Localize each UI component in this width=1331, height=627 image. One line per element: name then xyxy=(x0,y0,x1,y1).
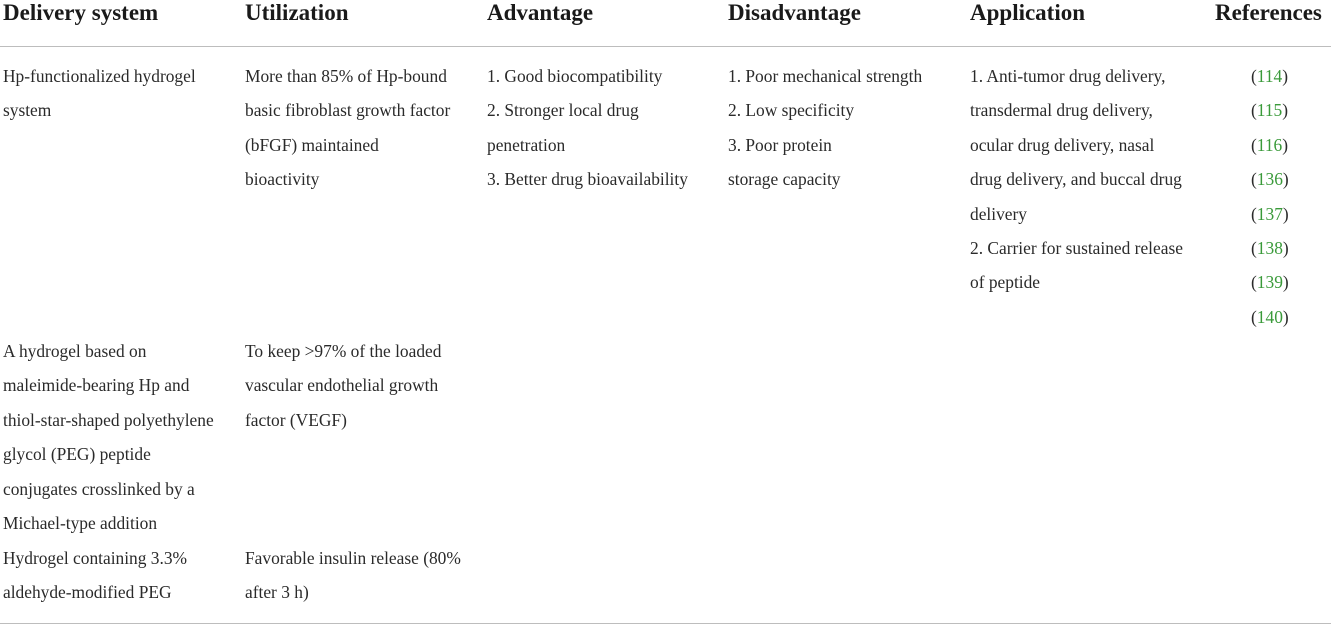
bottom-rule xyxy=(0,623,1331,624)
reference-link[interactable]: (138) xyxy=(1251,237,1289,258)
reference-link[interactable]: (139) xyxy=(1251,272,1289,293)
cell-line: glycol (PEG) peptide xyxy=(3,444,151,465)
header-utilization: Utilization xyxy=(245,0,349,25)
reference-link[interactable]: (115) xyxy=(1251,100,1289,121)
cell-line: basic fibroblast growth factor xyxy=(245,100,451,121)
cell-line: 1. Poor mechanical strength xyxy=(728,66,923,86)
row1-utilization xyxy=(245,59,450,197)
cell-line: More than 85% of Hp-bound xyxy=(245,66,447,86)
cell-line: (bFGF) maintained xyxy=(245,134,379,155)
cell-line: conjugates crosslinked by a xyxy=(3,478,195,499)
row1-references xyxy=(1251,59,1289,334)
reference-number[interactable]: 137 xyxy=(1256,203,1283,224)
reference-number[interactable]: 140 xyxy=(1256,306,1283,327)
cell-line: penetration xyxy=(487,134,566,155)
cell-line: maleimide-bearing Hp and xyxy=(3,375,190,396)
cell-line: To keep >97% of the loaded xyxy=(245,341,442,361)
cell-line: vascular endothelial growth xyxy=(245,375,439,396)
cell-line: storage capacity xyxy=(728,169,841,190)
reference-number[interactable]: 115 xyxy=(1256,100,1283,121)
cell-line: bioactivity xyxy=(245,169,320,190)
cell-line: A hydrogel based on xyxy=(3,341,147,361)
reference-number[interactable]: 136 xyxy=(1256,169,1283,190)
cell-line: 2. Stronger local drug xyxy=(487,100,639,121)
cell-line: 3. Better drug bioavailability xyxy=(487,169,688,190)
cell-line: 2. Low specificity xyxy=(728,100,855,121)
reference-link[interactable]: (137) xyxy=(1251,203,1289,224)
cell-line: drug delivery, and buccal drug xyxy=(970,169,1182,190)
header-advantage: Advantage xyxy=(487,0,594,25)
cell-line: ocular drug delivery, nasal xyxy=(970,134,1155,155)
reference-number[interactable]: 114 xyxy=(1256,66,1283,86)
reference-link[interactable]: (140) xyxy=(1251,306,1289,327)
reference-number[interactable]: 139 xyxy=(1256,272,1283,293)
row1-delivery-system xyxy=(3,59,196,128)
cell-line: transdermal drug delivery, xyxy=(970,100,1153,121)
cell-line: of peptide xyxy=(970,272,1041,293)
header-rule xyxy=(0,46,1331,47)
cell-line: 3. Poor protein xyxy=(728,134,832,155)
cell-line: Hydrogel containing 3.3% xyxy=(3,548,188,568)
cell-line: system xyxy=(3,100,52,121)
cell-line: aldehyde-modified PEG xyxy=(3,582,172,603)
reference-number[interactable]: 116 xyxy=(1256,134,1283,155)
reference-link[interactable]: (114) xyxy=(1251,66,1289,86)
cell-line: 1. Good biocompatibility xyxy=(487,66,663,86)
row3-delivery-system xyxy=(3,541,187,610)
cell-line: factor (VEGF) xyxy=(245,409,347,430)
cell-line: Favorable insulin release (80% xyxy=(245,548,461,568)
row3-utilization xyxy=(245,541,461,610)
reference-link[interactable]: (136) xyxy=(1251,169,1289,190)
cell-line: thiol-star-shaped polyethylene xyxy=(3,409,214,430)
header-delivery-system: Delivery system xyxy=(3,0,159,25)
header-disadvantage: Disadvantage xyxy=(728,0,861,25)
row1-application xyxy=(970,59,1183,300)
reference-number[interactable]: 138 xyxy=(1256,237,1283,258)
row1-advantage xyxy=(487,59,688,197)
reference-link[interactable]: (116) xyxy=(1251,134,1289,155)
cell-line: delivery xyxy=(970,203,1027,224)
header-references: References xyxy=(1215,0,1322,25)
row2-utilization xyxy=(245,334,441,437)
header-application: Application xyxy=(970,0,1086,25)
cell-line: 1. Anti-tumor drug delivery, xyxy=(970,66,1166,86)
cell-line: Michael-type addition xyxy=(3,512,158,533)
cell-line: Hp-functionalized hydrogel xyxy=(3,66,196,86)
row1-disadvantage xyxy=(728,59,922,197)
cell-line: 2. Carrier for sustained release xyxy=(970,237,1183,258)
cell-line: after 3 h) xyxy=(245,582,309,603)
row2-delivery-system xyxy=(3,334,214,540)
